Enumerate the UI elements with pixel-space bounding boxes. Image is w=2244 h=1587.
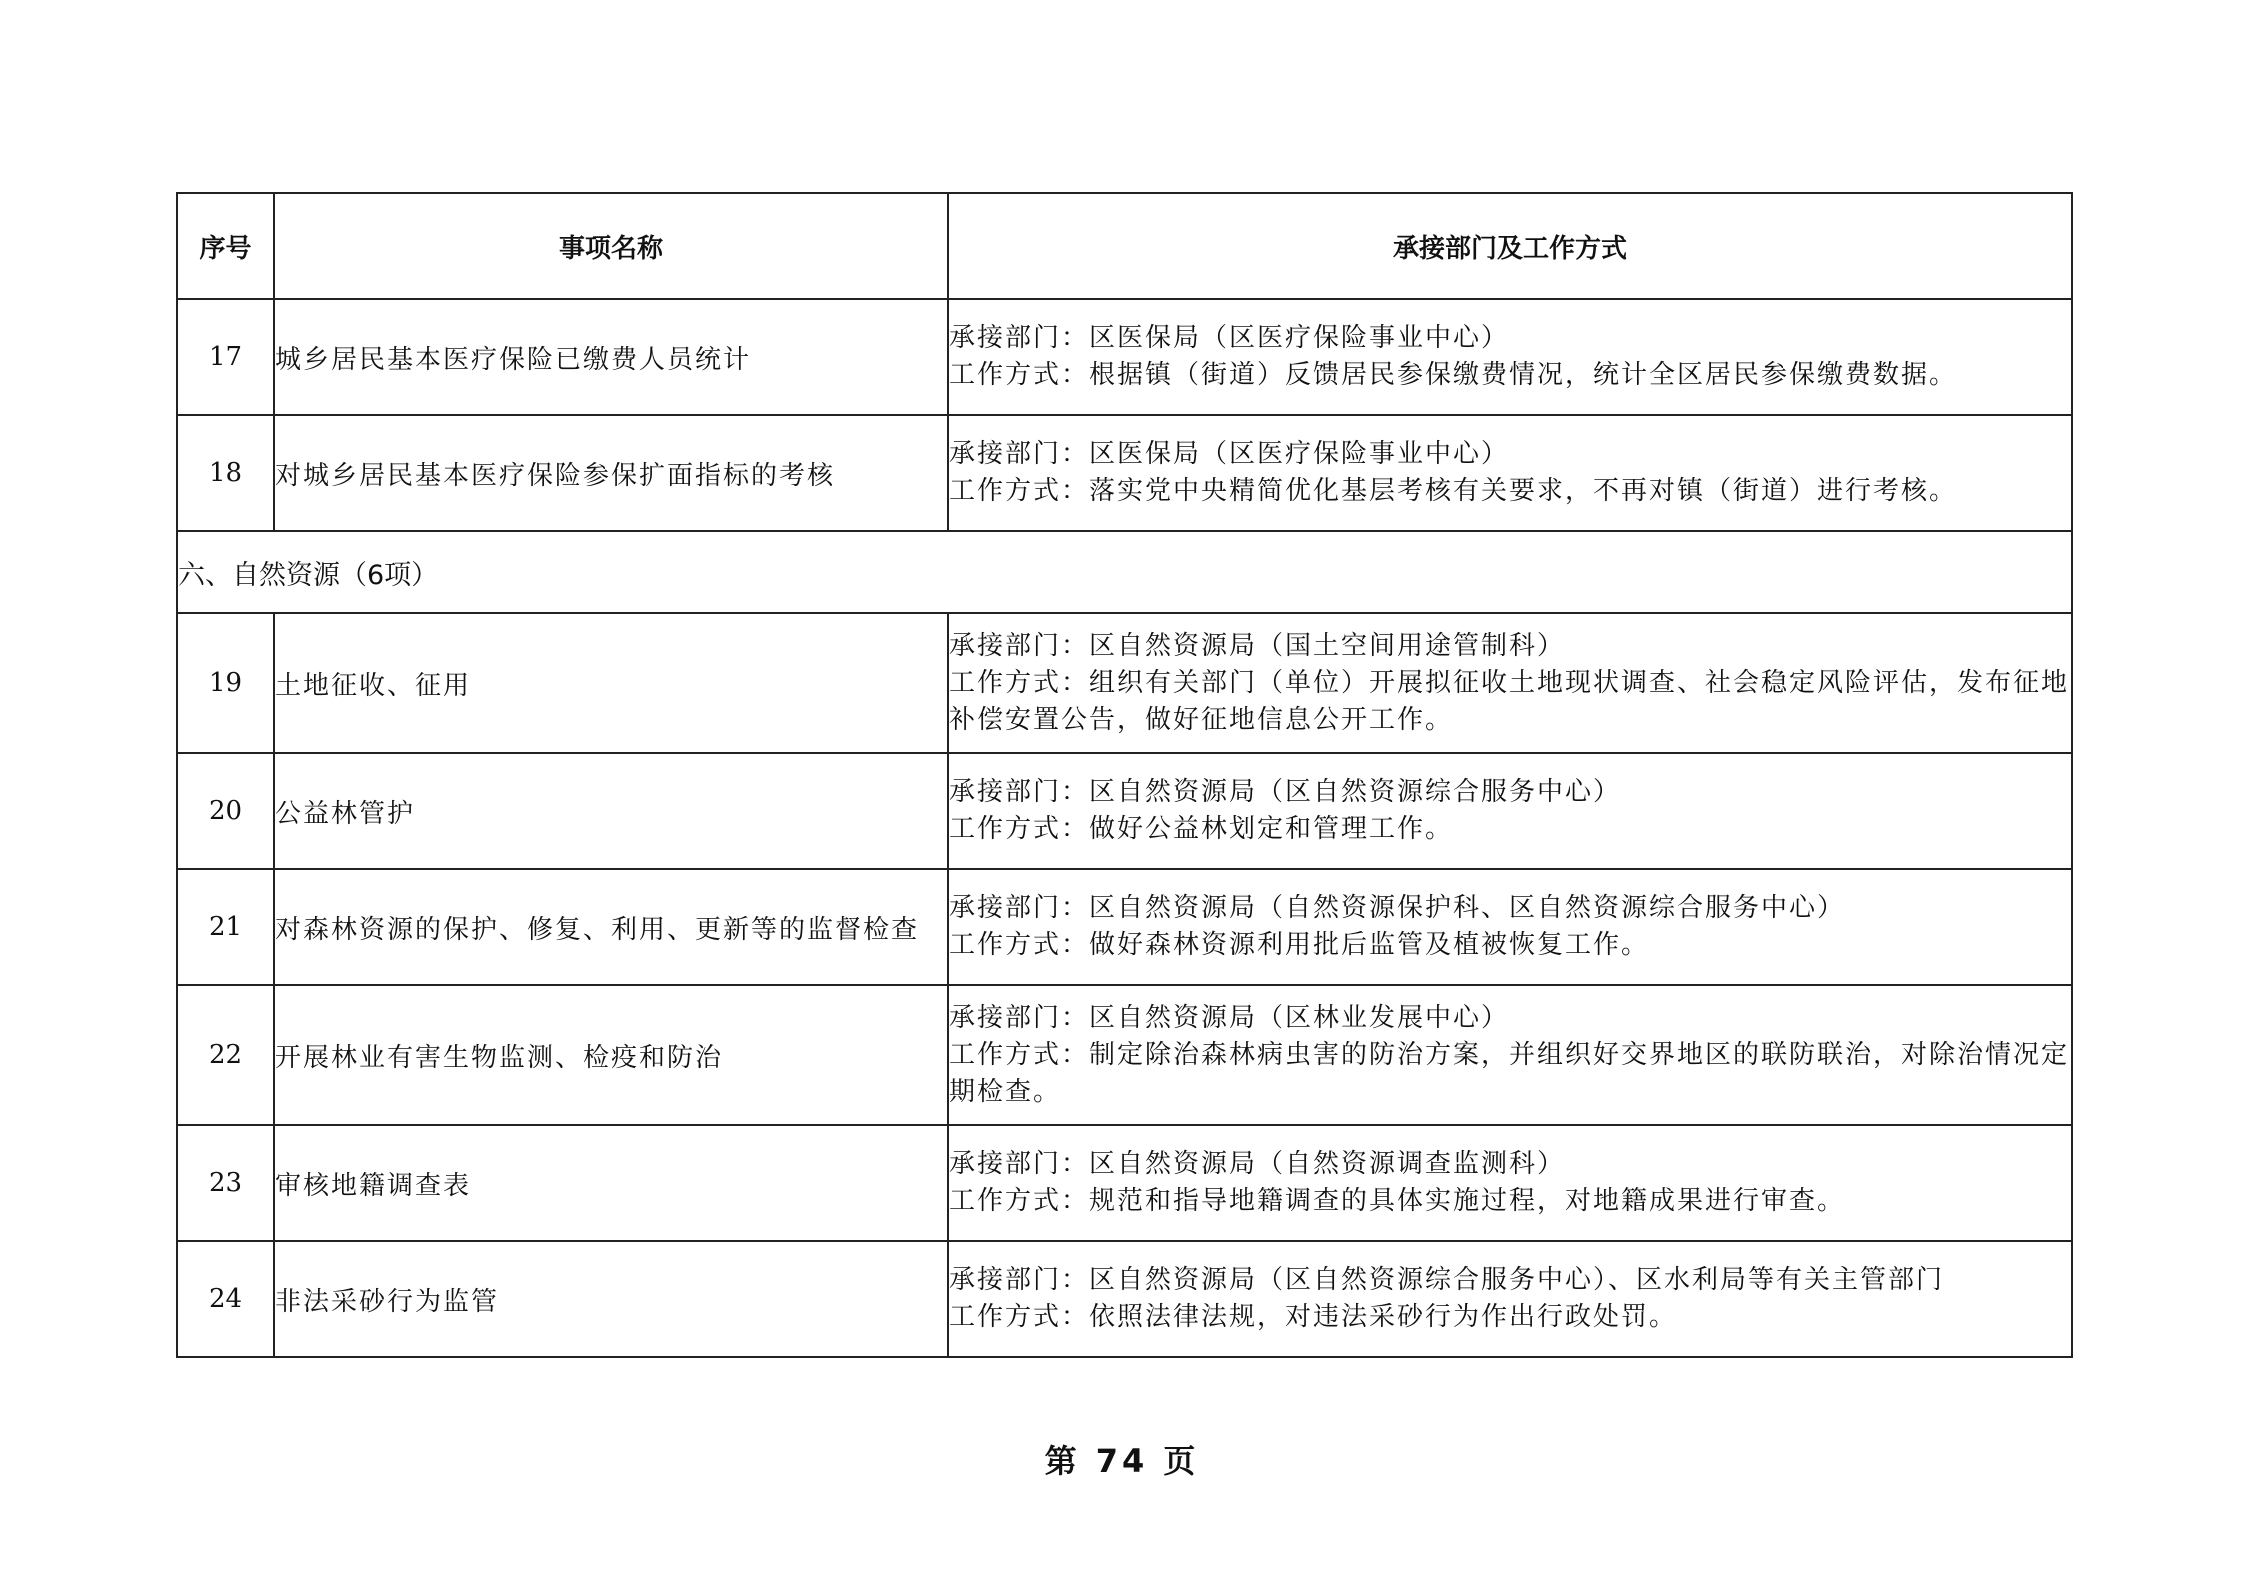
row-serial-number: 23	[177, 1125, 274, 1241]
header-item-name: 事项名称	[274, 193, 948, 299]
row-serial-number: 21	[177, 869, 274, 985]
row-method-line: 工作方式：组织有关部门（单位）开展拟征收土地现状调查、社会稳定风险评估，发布征地补偿安置公告，做好征地信息公开工作。	[949, 667, 2070, 735]
task-table	[176, 192, 2073, 1358]
table-row	[177, 613, 2072, 753]
row-item-name: 对城乡居民基本医疗保险参保扩面指标的考核	[274, 415, 948, 531]
row-department-line: 承接部门：区医保局（区医疗保险事业中心）	[949, 439, 1510, 469]
row-department-line: 承接部门：区医保局（区医疗保险事业中心）	[949, 323, 1510, 353]
row-department-cell	[948, 613, 2072, 753]
row-method-line: 工作方式：规范和指导地籍调查的具体实施过程，对地籍成果进行审查。	[949, 1186, 1846, 1216]
table-header-row	[177, 193, 2072, 299]
row-department-line: 承接部门：区自然资源局（国土空间用途管制科）	[949, 630, 1566, 661]
row-serial-number: 18	[177, 415, 274, 531]
table-row	[177, 869, 2072, 985]
row-department-line: 承接部门：区自然资源局（区林业发展中心）	[949, 1002, 1510, 1033]
row-method-line: 工作方式：根据镇（街道）反馈居民参保缴费情况，统计全区居民参保缴费数据。	[949, 360, 1958, 390]
row-department-cell	[948, 753, 2072, 869]
row-serial-number: 20	[177, 753, 274, 869]
section-title: 六、自然资源（6项）	[177, 531, 2072, 613]
row-method-line: 工作方式：依照法律法规，对违法采砂行为作出行政处罚。	[949, 1302, 1678, 1332]
row-item-name: 土地征收、征用	[274, 613, 948, 753]
row-method-line: 工作方式：做好森林资源利用批后监管及植被恢复工作。	[949, 930, 1650, 960]
row-department-cell	[948, 415, 2072, 531]
row-item-name: 城乡居民基本医疗保险已缴费人员统计	[274, 299, 948, 415]
row-department-cell	[948, 985, 2072, 1125]
page-number: 第 74 页	[1044, 1442, 1200, 1480]
row-item-name: 公益林管护	[274, 753, 948, 869]
row-serial-number: 22	[177, 985, 274, 1125]
header-serial-number: 序号	[177, 193, 274, 299]
row-serial-number: 24	[177, 1241, 274, 1357]
row-item-name: 开展林业有害生物监测、检疫和防治	[274, 985, 948, 1125]
header-department-and-method: 承接部门及工作方式	[948, 193, 2072, 299]
row-department-cell	[948, 869, 2072, 985]
row-item-name: 非法采砂行为监管	[274, 1241, 948, 1357]
section-row	[177, 531, 2072, 613]
table-row	[177, 1125, 2072, 1241]
table-row	[177, 415, 2072, 531]
row-department-line: 承接部门：区自然资源局（区自然资源综合服务中心）	[949, 777, 1622, 807]
table-row	[177, 985, 2072, 1125]
table-row	[177, 1241, 2072, 1357]
row-method-line: 工作方式：制定除治森林病虫害的防治方案，并组织好交界地区的联防联治，对除治情况定期检查。	[949, 1039, 2070, 1107]
row-serial-number: 19	[177, 613, 274, 753]
table-row	[177, 753, 2072, 869]
table-row	[177, 299, 2072, 415]
row-item-name: 对森林资源的保护、修复、利用、更新等的监督检查	[274, 869, 948, 985]
row-department-cell	[948, 1125, 2072, 1241]
row-department-cell	[948, 1241, 2072, 1357]
row-department-cell	[948, 299, 2072, 415]
row-method-line: 工作方式：落实党中央精简优化基层考核有关要求，不再对镇（街道）进行考核。	[949, 476, 1958, 506]
row-serial-number: 17	[177, 299, 274, 415]
row-department-line: 承接部门：区自然资源局（自然资源调查监测科）	[949, 1149, 1566, 1179]
row-method-line: 工作方式：做好公益林划定和管理工作。	[949, 814, 1454, 844]
row-department-line: 承接部门：区自然资源局（区自然资源综合服务中心）、区水利局等有关主管部门	[949, 1265, 1945, 1295]
row-department-line: 承接部门：区自然资源局（自然资源保护科、区自然资源综合服务中心）	[949, 893, 1846, 923]
row-item-name: 审核地籍调查表	[274, 1125, 948, 1241]
